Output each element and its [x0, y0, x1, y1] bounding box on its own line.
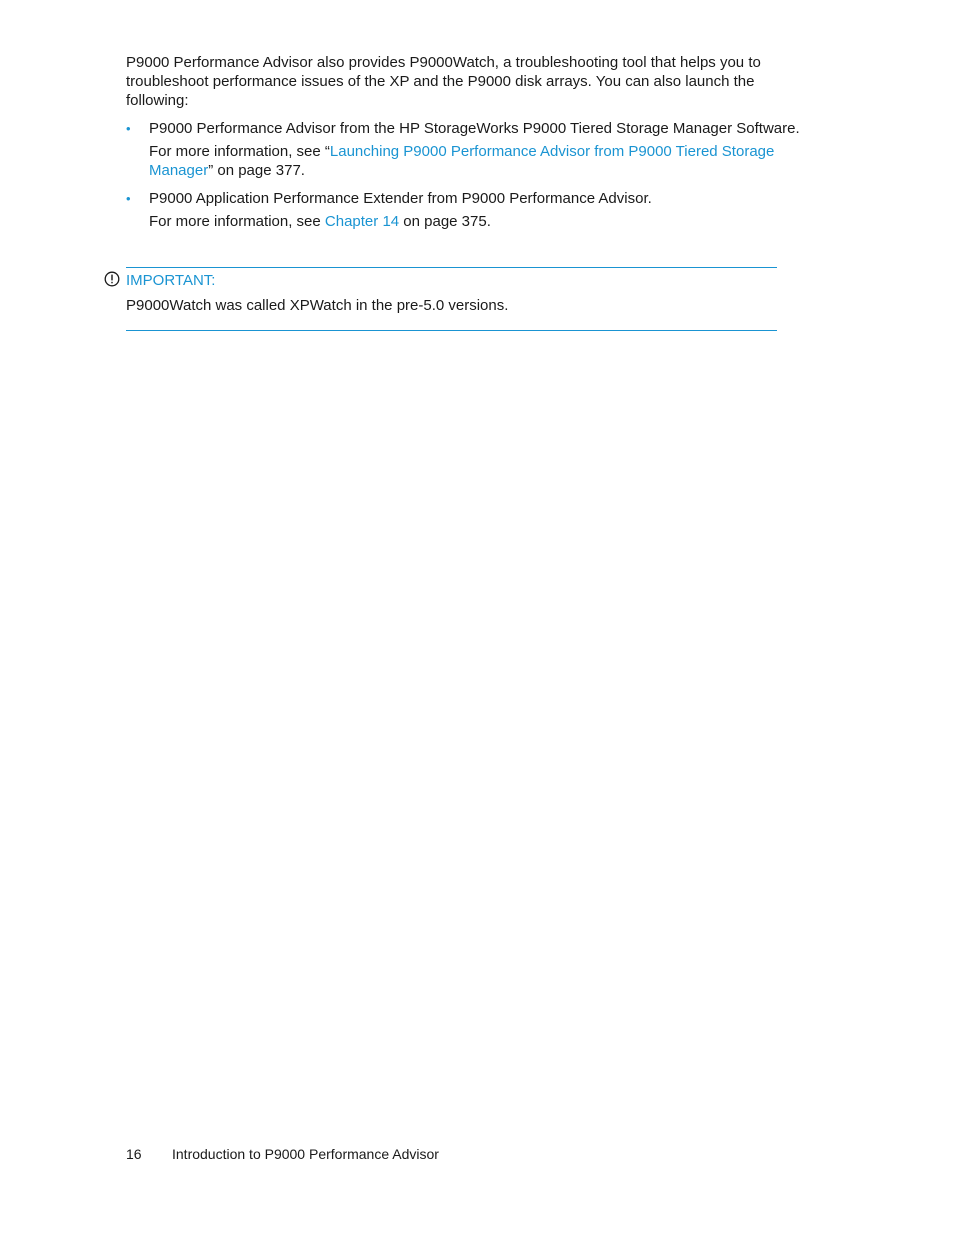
more-info-suffix: on page 375.: [399, 213, 491, 230]
bullet-marker: •: [126, 191, 131, 206]
page-number: 16: [126, 1146, 142, 1162]
more-info-prefix: For more information, see “: [149, 143, 330, 160]
more-info-suffix: ” on page 377.: [208, 162, 305, 179]
important-bottom-rule: [126, 330, 777, 331]
important-note-text: P9000Watch was called XPWatch in the pre-5.0 versions.: [126, 297, 509, 314]
chapter-14-link[interactable]: Chapter 14: [324, 213, 400, 230]
more-info-line: [149, 212, 806, 231]
list-item: [126, 189, 806, 231]
list-item: [126, 119, 806, 180]
launching-from-tiered-storage-link[interactable]: Launching P9000 Performance Advisor from P9000 Tiered Storage Manager: [149, 143, 775, 179]
list-item-text: P9000 Application Performance Extender from P9000 Performance Advisor.: [149, 190, 652, 207]
important-label: IMPORTANT:: [126, 272, 216, 289]
important-icon: [104, 271, 120, 287]
footer-chapter-title: Introduction to P9000 Performance Advisor: [172, 1146, 439, 1162]
bullet-marker: •: [126, 121, 131, 136]
more-info-prefix: For more information, see: [149, 213, 325, 230]
important-top-rule: [126, 267, 777, 268]
intro-paragraph: P9000 Performance Advisor also provides P9000Watch, a troubleshooting tool that helps you to troubleshoot performance issues of the XP and the P9000 disk arrays. You can also launch the following:: [126, 54, 761, 109]
more-info-line: [149, 142, 806, 180]
list-item-text: P9000 Performance Advisor from the HP StorageWorks P9000 Tiered Storage Manager Software.: [149, 120, 800, 137]
launch-options-list: [126, 119, 806, 231]
